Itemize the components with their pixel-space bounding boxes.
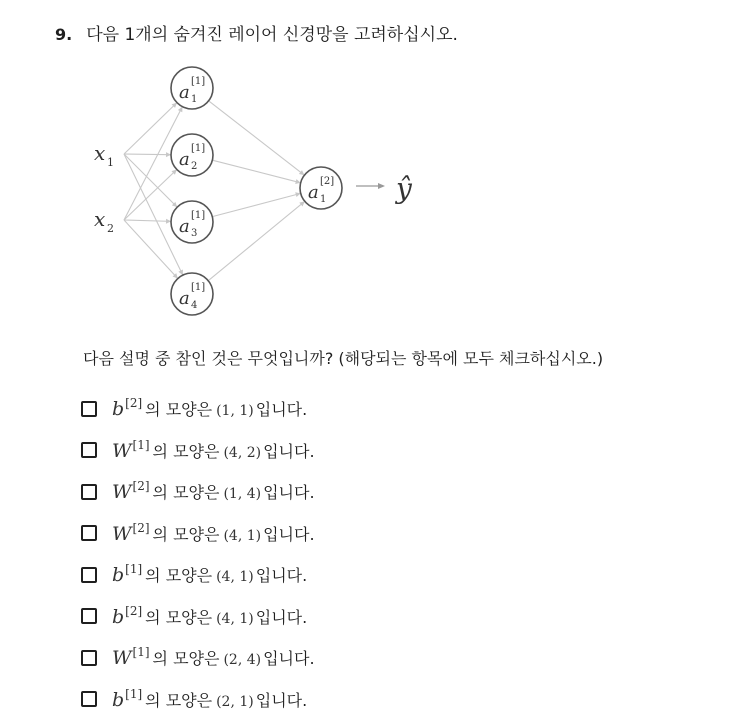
option-4-suffix: 입니다.	[263, 524, 315, 544]
option-4-var: W	[112, 522, 132, 545]
hidden-node-3	[171, 201, 213, 243]
option-4[interactable]	[81, 513, 315, 555]
edge-hidden2-output	[212, 160, 300, 183]
option-8-shape: (2, 1)	[216, 693, 254, 710]
input-x1-subscript: 1	[107, 156, 114, 169]
hidden-node-3-base: a	[179, 216, 190, 237]
hidden-node-1-sub: 1	[191, 94, 198, 105]
edge-input1-hidden2	[124, 154, 171, 155]
neural-network-diagram	[80, 56, 440, 326]
option-3-sup: [2]	[132, 479, 150, 494]
option-3-mid: 의 모양은	[152, 483, 220, 503]
option-8-suffix: 입니다.	[255, 690, 308, 710]
edge-hidden3-output	[212, 193, 300, 216]
hidden-node-2-sub: 2	[191, 161, 198, 172]
option-7[interactable]	[81, 637, 315, 679]
hidden-node-1-sup: [1]	[191, 76, 206, 87]
option-2[interactable]	[81, 430, 315, 472]
question-header	[55, 20, 458, 45]
option-5-checkbox[interactable]	[81, 567, 97, 583]
option-2-mid: 의 모양은	[152, 441, 220, 461]
input-x1-base: x	[94, 141, 106, 165]
option-8-var: b	[112, 688, 125, 711]
option-5-suffix: 입니다.	[255, 566, 308, 586]
option-4-label[interactable]	[112, 522, 315, 545]
output-node-base: a	[308, 182, 319, 203]
option-1-sup: [2]	[125, 396, 143, 411]
output-arrow-head	[378, 183, 385, 189]
option-7-sup: [1]	[132, 645, 150, 660]
option-5-sup: [1]	[125, 562, 143, 577]
option-1-shape: (1, 1)	[216, 403, 254, 420]
option-5[interactable]	[81, 554, 315, 596]
input-x2-subscript: 2	[107, 222, 114, 235]
hidden-node-3-sub: 3	[191, 228, 198, 239]
option-2-sup: [1]	[132, 437, 150, 452]
edge-input1-hidden1	[124, 103, 177, 154]
option-8-checkbox[interactable]	[81, 691, 97, 707]
network-edges	[124, 101, 305, 281]
instruction-text: 다음 설명 중 참인 것은 무엇입니까? (해당되는 항목에 모두 체크하십시오.)	[83, 349, 604, 368]
option-5-label[interactable]	[112, 563, 307, 586]
question-title: 다음 1개의 숨겨진 레이어 신경망을 고려하십시오.	[86, 25, 458, 45]
option-8-sup: [1]	[125, 686, 143, 701]
option-1-mid: 의 모양은	[145, 400, 213, 420]
option-3-var: W	[112, 481, 132, 504]
option-3[interactable]	[81, 471, 315, 513]
option-2-checkbox[interactable]	[81, 442, 97, 458]
option-6-var: b	[112, 605, 125, 628]
option-2-suffix: 입니다.	[263, 441, 315, 461]
option-3-label[interactable]	[112, 480, 315, 503]
hidden-node-2-base: a	[179, 149, 190, 170]
option-6-shape: (4, 1)	[216, 610, 254, 627]
option-7-var: W	[112, 647, 132, 670]
option-3-shape: (1, 4)	[223, 486, 262, 503]
prediction-y-hat: ŷ	[396, 172, 412, 205]
hidden-node-1-base: a	[179, 82, 190, 103]
option-6-suffix: 입니다.	[255, 607, 308, 627]
question-number: 9.	[55, 25, 73, 44]
output-node	[300, 167, 342, 209]
output-node-sup: [2]	[320, 176, 335, 187]
input-x1	[94, 141, 114, 169]
options-list	[81, 388, 315, 720]
option-3-suffix: 입니다.	[263, 483, 315, 503]
hidden-node-3-sup: [1]	[191, 210, 206, 221]
option-5-var: b	[112, 564, 125, 587]
option-1-suffix: 입니다.	[255, 400, 308, 420]
option-2-label[interactable]	[112, 439, 315, 462]
option-6-mid: 의 모양은	[145, 607, 213, 627]
option-1-label[interactable]	[112, 397, 307, 420]
hidden-node-2	[171, 134, 213, 176]
hidden-node-4-sub: 4	[191, 300, 198, 311]
option-4-shape: (4, 1)	[223, 527, 262, 544]
option-2-shape: (4, 2)	[223, 444, 262, 461]
option-1[interactable]	[81, 388, 315, 430]
output-node-sub: 1	[320, 194, 327, 205]
option-5-shape: (4, 1)	[216, 569, 254, 586]
option-7-shape: (2, 4)	[223, 652, 262, 669]
option-6-checkbox[interactable]	[81, 608, 97, 624]
option-7-label[interactable]	[112, 646, 315, 669]
option-8[interactable]	[81, 679, 315, 721]
option-7-suffix: 입니다.	[263, 649, 315, 669]
option-7-mid: 의 모양은	[152, 649, 220, 669]
option-1-var: b	[112, 398, 125, 421]
option-4-sup: [2]	[132, 520, 150, 535]
edge-input1-hidden3	[124, 154, 177, 207]
option-4-checkbox[interactable]	[81, 525, 97, 541]
hidden-node-4-base: a	[179, 288, 190, 309]
edge-input2-hidden2	[124, 170, 177, 220]
option-7-checkbox[interactable]	[81, 650, 97, 666]
hidden-node-4-sup: [1]	[191, 282, 206, 293]
option-5-mid: 의 모양은	[145, 566, 213, 586]
option-1-checkbox[interactable]	[81, 401, 97, 417]
option-4-mid: 의 모양은	[152, 524, 220, 544]
option-8-label[interactable]	[112, 688, 307, 711]
edge-hidden4-output	[208, 201, 305, 280]
option-2-var: W	[112, 439, 132, 462]
option-6-label[interactable]	[112, 605, 307, 628]
hidden-node-2-sup: [1]	[191, 143, 206, 154]
option-8-mid: 의 모양은	[145, 690, 213, 710]
input-x2	[94, 207, 114, 235]
edge-hidden1-output	[209, 101, 305, 175]
option-6-sup: [2]	[125, 603, 143, 618]
input-x2-base: x	[94, 207, 106, 231]
option-6[interactable]	[81, 596, 315, 638]
hidden-node-1	[171, 67, 213, 109]
edge-input2-hidden3	[124, 220, 171, 221]
option-3-checkbox[interactable]	[81, 484, 97, 500]
hidden-node-4	[171, 273, 213, 315]
